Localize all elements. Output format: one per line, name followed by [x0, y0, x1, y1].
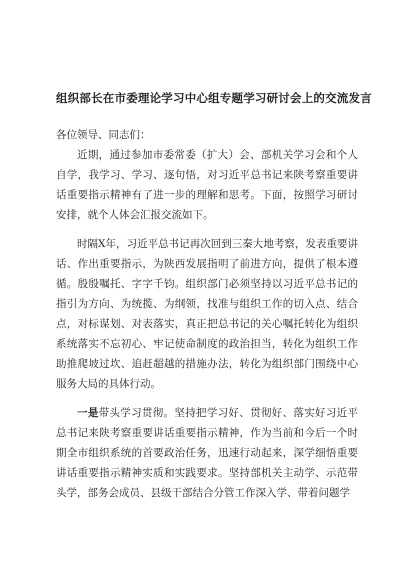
paragraph-2 — [56, 234, 358, 394]
paragraph-3 — [56, 403, 358, 503]
paragraph-1 — [56, 145, 358, 225]
salutation: 各位领导、同志们： — [56, 129, 151, 141]
paragraph-lead: 一是 — [77, 407, 99, 419]
paragraph-text: 近期，通过参加市委常委（扩大）会、部机关学习会和个人自学，我学习、学习、逐句悟，对习近平总书记来陕考察重要讲话重要指示精神有了进一步的理解和思考。下面，按照学习研讨安排，就个人体会汇报交流如下。 — [56, 149, 358, 221]
paragraph-text: 带头学习贯彻。坚持把学习好、贯彻好、落实好习近平总书记来陕考察重要讲话重要指示精神，作为当前和今后一个时期全市组织系统的首要政治任务，迅速行动起来，深学细悟重要讲话重要指示精神实质和实践要求。坚持部机关主动学、示范带头学，部务会成员、县级干部结合分管工作深入学、带着问题学 — [56, 407, 358, 499]
document-title: 组织部长在市委理论学习中心组专题学习研讨会上的交流发言 — [56, 91, 372, 105]
paragraph-text: 时隔X年，习近平总书记再次回到三秦大地考察，发表重要讲话、作出重要指示，为陕西发展指明了前进方向，提供了根本遵循。殷殷嘱托、字字千钧。组织部门必须坚持以习近平总书记的指引为方向、为统揽、为纲领，找准与组织工作的切入点、结合点，对标谋划、对表落实，真正把总书记的关心嘱托转化为组织系统落实不忘初心、牢记使命制度的政治担当，转化为组织工作助推爬坡过坎、追赶超越的措施办法，转化为组织部门围绕中心服务大局的具体行动。 — [56, 238, 358, 390]
